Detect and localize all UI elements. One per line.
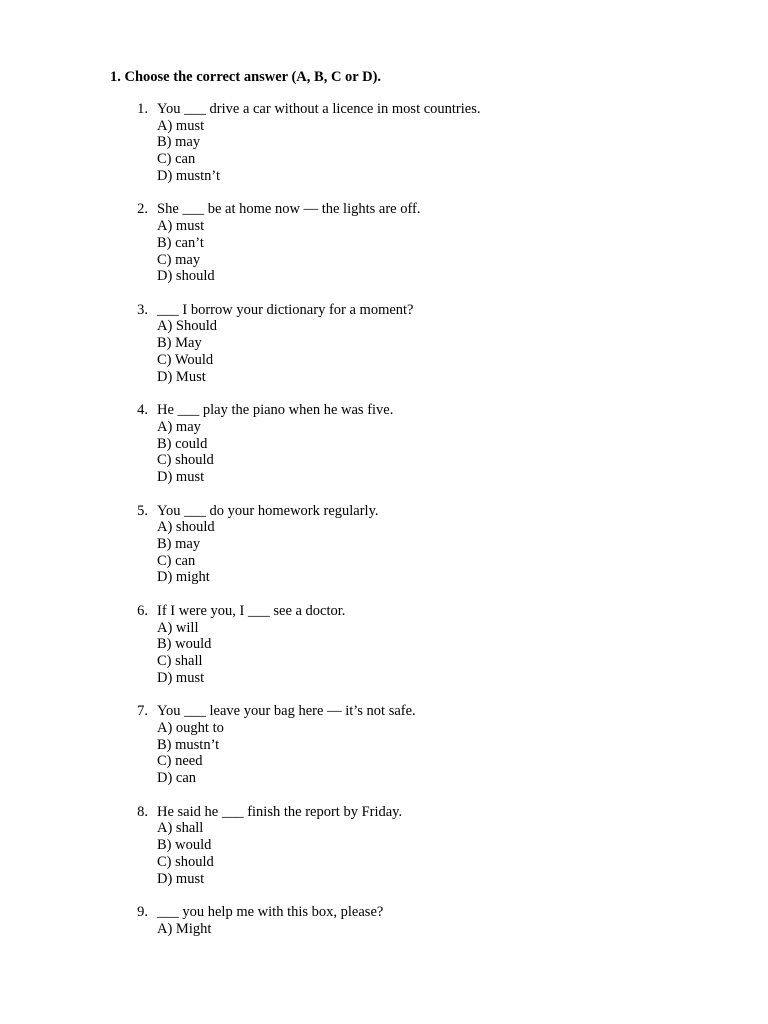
answer-option: C) Would	[157, 351, 214, 368]
answer-option: A) Might	[157, 920, 212, 937]
question-list	[0, 101, 768, 1005]
answer-option: D) might	[157, 569, 210, 586]
question-number: 7.	[137, 703, 148, 720]
answer-option: B) may	[157, 134, 201, 151]
question-item	[0, 402, 768, 502]
question-number: 2.	[137, 201, 148, 218]
section-heading: 1. Choose the correct answer (A, B, C or D).	[110, 69, 382, 85]
question-body	[157, 904, 728, 937]
question-item	[0, 703, 768, 803]
answer-option: B) mustn’t	[157, 736, 220, 753]
question-body	[157, 503, 728, 587]
question-number: 5.	[137, 502, 148, 519]
answer-option: C) shall	[157, 653, 203, 670]
answer-option: D) must	[157, 468, 205, 485]
question-item	[0, 804, 768, 904]
answer-option: A) must	[157, 117, 205, 134]
question-stem: ___ I borrow your dictionary for a moment?	[157, 301, 414, 318]
answer-option: B) would	[157, 636, 212, 653]
question-item	[0, 904, 768, 1004]
answer-option: A) will	[157, 619, 199, 636]
answer-option: B) can’t	[157, 234, 204, 251]
question-item	[0, 302, 768, 402]
question-stem: He said he ___ finish the report by Friday.	[157, 803, 403, 820]
answer-option: C) should	[157, 853, 214, 870]
answer-option: C) should	[157, 452, 214, 469]
question-stem: She ___ be at home now — the lights are off.	[157, 201, 421, 218]
answer-option: C) may	[157, 251, 201, 268]
question-body	[157, 201, 728, 285]
answer-option: A) must	[157, 218, 205, 235]
question-stem: If I were you, I ___ see a doctor.	[157, 602, 346, 619]
question-stem: ___ you help me with this box, please?	[157, 904, 384, 921]
answer-option: A) should	[157, 519, 215, 536]
question-number: 4.	[137, 402, 148, 419]
answer-option: B) could	[157, 435, 208, 452]
question-body	[157, 302, 728, 386]
question-stem: He ___ play the piano when he was five.	[157, 402, 394, 419]
question-body	[157, 402, 728, 486]
answer-option: D) mustn’t	[157, 167, 220, 184]
question-number: 3.	[137, 301, 148, 318]
question-stem: You ___ do your homework regularly.	[157, 502, 379, 519]
question-stem: You ___ leave your bag here — it’s not safe.	[157, 703, 416, 720]
answer-option: B) May	[157, 335, 202, 352]
answer-option: A) shall	[157, 820, 204, 837]
answer-option: D) should	[157, 268, 215, 285]
question-body	[157, 703, 728, 787]
question-item	[0, 101, 768, 201]
question-item	[0, 201, 768, 301]
answer-option: C) need	[157, 753, 203, 770]
answer-option: C) can	[157, 552, 196, 569]
question-number: 8.	[137, 803, 148, 820]
answer-option: A) may	[157, 418, 201, 435]
question-number: 9.	[137, 904, 148, 921]
answer-option: D) Must	[157, 368, 206, 385]
question-body	[157, 804, 728, 888]
answer-option: A) Should	[157, 318, 218, 335]
answer-option: B) may	[157, 535, 201, 552]
answer-option: D) must	[157, 669, 205, 686]
question-body	[157, 603, 728, 687]
question-item	[0, 603, 768, 703]
question-stem: You ___ drive a car without a licence in most countries.	[157, 101, 481, 117]
answer-option: D) must	[157, 870, 205, 887]
question-body	[157, 101, 728, 185]
answer-option: A) ought to	[157, 720, 224, 737]
answer-option: D) can	[157, 770, 197, 787]
answer-option: B) would	[157, 837, 212, 854]
question-number: 1.	[137, 101, 148, 117]
question-number: 6.	[137, 602, 148, 619]
answer-option: C) can	[157, 151, 196, 168]
question-item	[0, 503, 768, 603]
